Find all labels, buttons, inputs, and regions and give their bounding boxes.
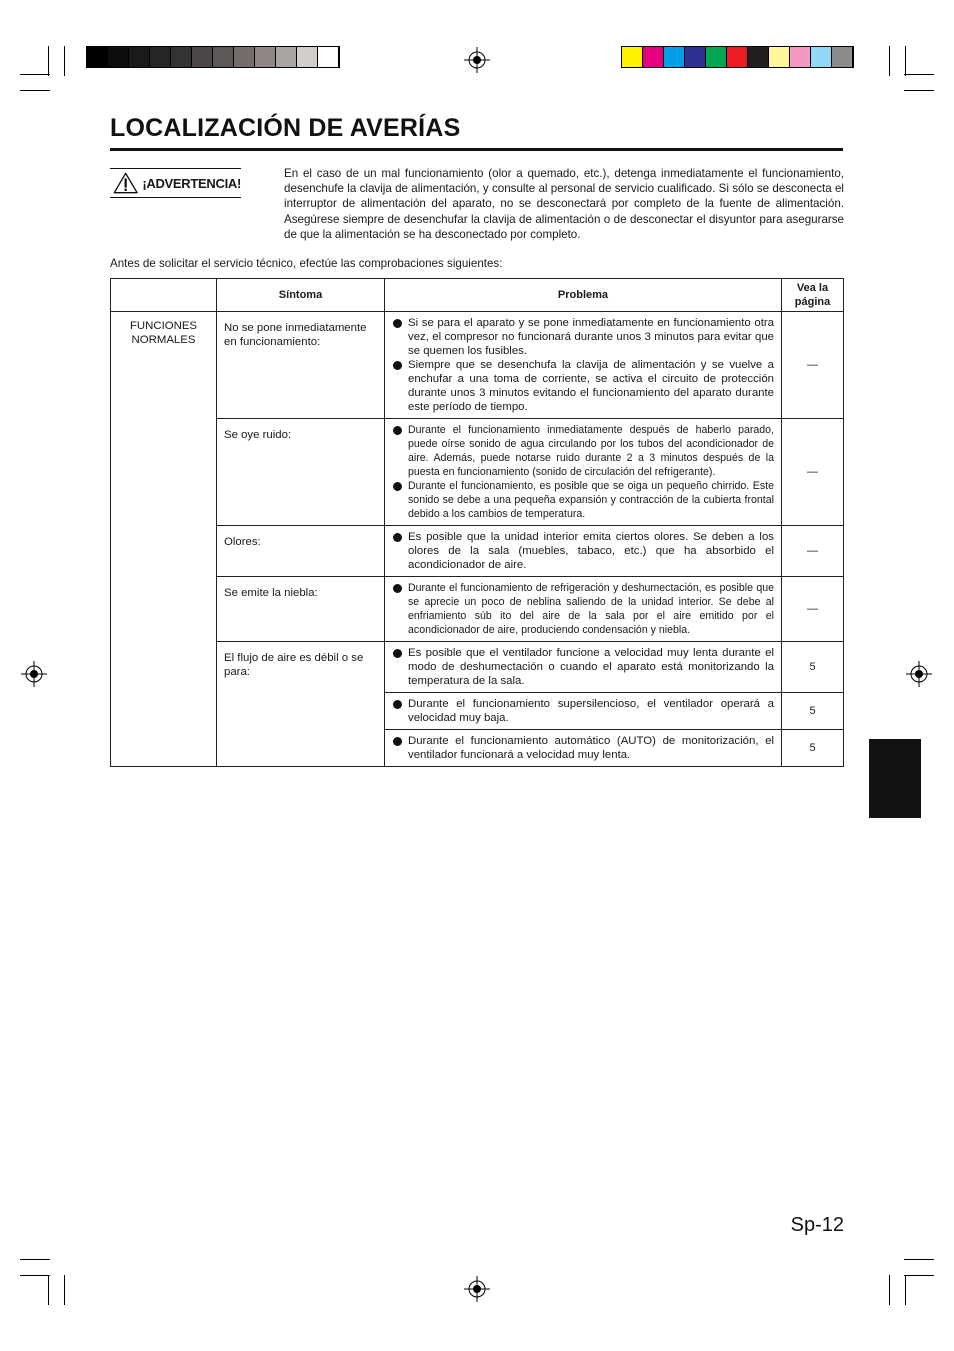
bullet-dot-icon xyxy=(393,319,402,328)
page-number: Sp-12 xyxy=(790,1214,844,1236)
color-swatch xyxy=(706,47,727,67)
crop-mark xyxy=(64,1275,65,1305)
table-row xyxy=(111,577,844,642)
table-row xyxy=(111,642,844,693)
crop-mark xyxy=(20,1275,50,1276)
problem-cell xyxy=(385,419,782,526)
crop-mark xyxy=(889,1275,890,1305)
color-swatch xyxy=(685,47,706,67)
problem-cell xyxy=(385,730,782,767)
table-row xyxy=(111,526,844,577)
color-swatch xyxy=(811,47,832,67)
color-swatch xyxy=(297,47,318,67)
problem-bullet xyxy=(393,358,774,414)
bullet-text: Si se para el aparato y se pone inmediatamente en funcionamiento otra vez, el compresor no funcionará durante unos 3 minutos para evitar que se quemen los fusibles. xyxy=(408,317,774,357)
symptom-cell: Se emite la niebla: xyxy=(217,577,385,642)
color-calibration-bar xyxy=(621,46,854,68)
warning-triangle-icon xyxy=(113,170,138,196)
color-swatch xyxy=(87,47,108,67)
registration-mark-icon xyxy=(464,1276,490,1302)
problem-cell xyxy=(385,526,782,577)
header-category xyxy=(111,279,217,312)
page-ref-cell: — xyxy=(782,312,844,419)
color-swatch xyxy=(832,47,853,67)
bullet-text: Durante el funcionamiento, es posible que se oiga un pequeño chirrido. Este sonido se debe a una pequeña expansión y contracción de la cubierta frontal debido a los cambios de temperatura. xyxy=(408,480,774,520)
color-swatch xyxy=(276,47,297,67)
bullet-text: Durante el funcionamiento automático (AUTO) de monitorización, el ventilador funcionará a velocidad muy lenta. xyxy=(408,735,774,761)
bullet-dot-icon xyxy=(393,426,402,435)
color-swatch xyxy=(748,47,769,67)
color-swatch xyxy=(192,47,213,67)
color-swatch xyxy=(643,47,664,67)
crop-mark xyxy=(20,74,50,75)
bullet-dot-icon xyxy=(393,584,402,593)
problem-bullet xyxy=(393,530,774,572)
color-swatch xyxy=(622,47,643,67)
color-swatch xyxy=(150,47,171,67)
crop-mark xyxy=(48,1275,49,1305)
header-symptom: Síntoma xyxy=(217,279,385,312)
bullet-text: Durante el funcionamiento supersilencioso, el ventilador operará a velocidad muy baja. xyxy=(408,698,774,724)
bullet-text: Durante el funcionamiento de refrigeración y deshumectación, es posible que se aprecie un poco de neblina saliendo de la unidad interior. Se debe al enfriamiento súb ito del aire de la sala por el aire emitido por el acondicionador de aire, produciendo condensación y niebla. xyxy=(408,582,774,636)
crop-mark xyxy=(64,46,65,76)
crop-mark xyxy=(889,46,890,76)
problem-bullet xyxy=(393,646,774,688)
symptom-cell: Olores: xyxy=(217,526,385,577)
bullet-dot-icon xyxy=(393,361,402,370)
page-ref-cell: — xyxy=(782,526,844,577)
color-swatch xyxy=(664,47,685,67)
problem-cell xyxy=(385,577,782,642)
warning-text: En el caso de un mal funcionamiento (olor a quemado, etc.), detenga inmediatamente el funcionamiento, desenchufe la clavija de alimentación, y consulte al personal de servicio cualificado. Si sólo se desconecta el interruptor de alimentación del aparato, no se desconectará por completo de la fuente de alimentación. Asegúrese siempre de desenchufar la clavija de alimentación o de desconectar el disyuntor para asegurarse de que la alimentación se ha desconectado por completo. xyxy=(284,167,844,241)
header-problem: Problema xyxy=(385,279,782,312)
problem-bullet xyxy=(393,479,774,521)
table-row xyxy=(111,419,844,526)
bullet-dot-icon xyxy=(393,533,402,542)
table-header-row xyxy=(111,279,844,312)
crop-mark xyxy=(48,46,49,76)
color-swatch xyxy=(108,47,129,67)
section-tab xyxy=(869,739,921,818)
bullet-text: Es posible que la unidad interior emita ciertos olores. Se deben a los olores de la sala (muebles, tabaco, etc.) que ha absorbido el acondicionador de aire. xyxy=(408,531,774,571)
crop-mark xyxy=(20,1259,50,1260)
color-swatch xyxy=(171,47,192,67)
warning-label: ¡ADVERTENCIA! xyxy=(142,175,241,191)
crop-mark xyxy=(20,90,50,91)
color-swatch xyxy=(255,47,276,67)
page-ref-cell: 5 xyxy=(782,730,844,767)
page-ref-cell: 5 xyxy=(782,642,844,693)
warning-box xyxy=(110,168,241,198)
page-ref-cell: 5 xyxy=(782,693,844,730)
color-swatch xyxy=(213,47,234,67)
crop-mark xyxy=(904,74,934,75)
color-swatch xyxy=(727,47,748,67)
intro-text: Antes de solicitar el servicio técnico, efectúe las comprobaciones siguientes: xyxy=(110,257,503,270)
crop-mark xyxy=(905,1275,906,1305)
color-swatch xyxy=(234,47,255,67)
bullet-text: Siempre que se desenchufa la clavija de alimentación y se vuelve a enchufar a una toma de corriente, se activa el circuito de protección durante unos 3 minutos evitando el funcionamiento del aparato durante este período de tiempo. xyxy=(408,359,774,413)
symptom-cell: El flujo de aire es débil o se para: xyxy=(217,642,385,767)
bullet-dot-icon xyxy=(393,700,402,709)
symptom-cell: Se oye ruido: xyxy=(217,419,385,526)
registration-mark-icon xyxy=(906,661,932,687)
problem-cell xyxy=(385,642,782,693)
registration-mark-icon xyxy=(464,47,490,73)
problem-bullet xyxy=(393,423,774,479)
page-ref-cell: — xyxy=(782,419,844,526)
bullet-dot-icon xyxy=(393,649,402,658)
crop-mark xyxy=(905,46,906,76)
problem-cell xyxy=(385,312,782,419)
bullet-dot-icon xyxy=(393,482,402,491)
problem-cell xyxy=(385,693,782,730)
table-row xyxy=(111,312,844,419)
symptom-cell: No se pone inmediatamente en funcionamiento: xyxy=(217,312,385,419)
color-swatch xyxy=(790,47,811,67)
registration-mark-icon xyxy=(21,661,47,687)
page-ref-cell: — xyxy=(782,577,844,642)
title-rule xyxy=(110,148,843,151)
page-title: LOCALIZACIÓN DE AVERÍAS xyxy=(110,114,461,142)
bullet-text: Es posible que el ventilador funcione a velocidad muy lenta durante el modo de deshumectación o cuando el aparato está monitorizando la temperatura de la sala. xyxy=(408,647,774,687)
category-cell: FUNCIONES NORMALES xyxy=(111,312,217,767)
gray-calibration-bar xyxy=(86,46,340,68)
color-swatch xyxy=(129,47,150,67)
problem-bullet xyxy=(393,581,774,637)
crop-mark xyxy=(904,90,934,91)
crop-mark xyxy=(904,1259,934,1260)
bullet-dot-icon xyxy=(393,737,402,746)
crop-mark xyxy=(904,1275,934,1276)
troubleshooting-table xyxy=(110,278,844,767)
problem-bullet xyxy=(393,734,774,762)
problem-bullet xyxy=(393,316,774,358)
color-swatch xyxy=(318,47,339,67)
bullet-text: Durante el funcionamiento inmediatamente después de haberlo parado, puede oírse sonido de agua circulando por los tubos del acondicionador de aire. Además, puede notarse ruido durante 2 a 3 minutos después de la puesta en funcionamiento (sonido de circulación del refrigerante). xyxy=(408,424,774,478)
header-page: Vea la página xyxy=(782,279,844,312)
color-swatch xyxy=(769,47,790,67)
problem-bullet xyxy=(393,697,774,725)
